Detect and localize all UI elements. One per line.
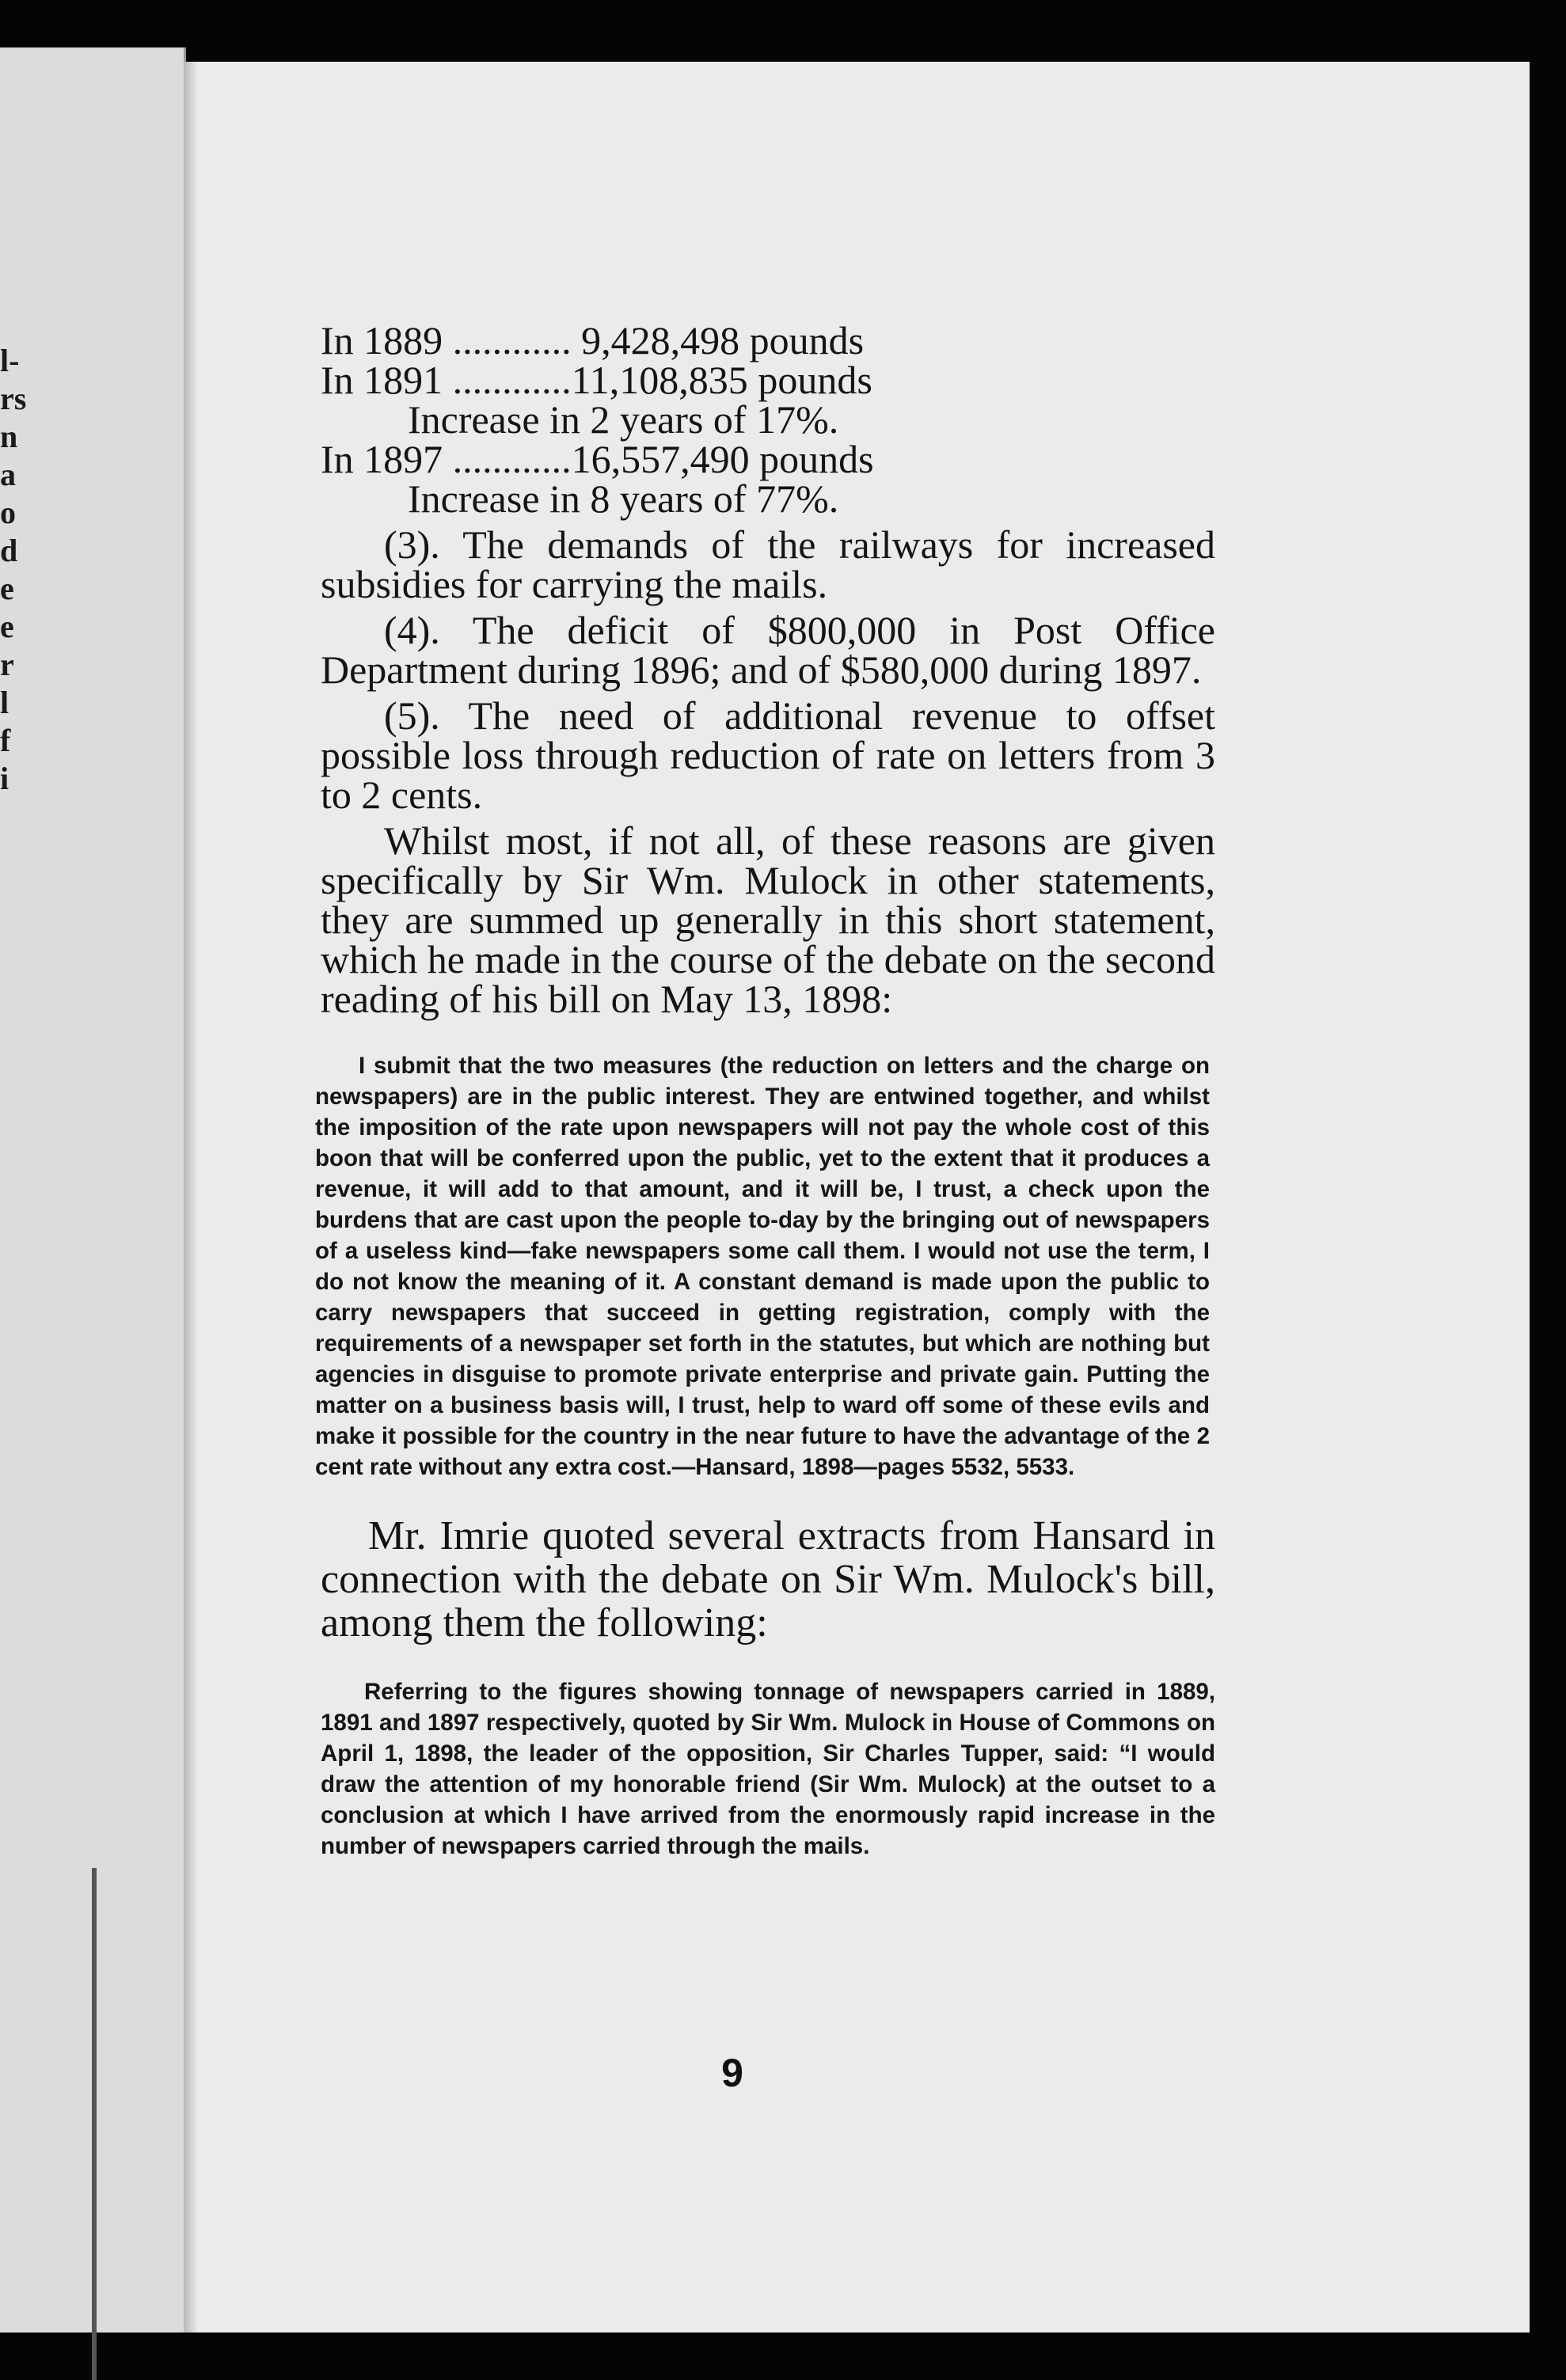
quote-mulock: I submit that the two measures (the reduction on letters and the charge on newspapers) are in the public interest. They are entwined together, and whilst the imposition of the rate upon newspapers will not pay the whole cost of this boon that will be conferred upon the public, yet to the extent that it produces a revenue, it will add to that amount, and it will be, I trust, a check upon the burdens that are cast upon the people to-day by the bringing out of newspapers of a useless kind—fake newspapers some call them. I would not use the term, I do not know the meaning of it. A constant demand is made upon the public to carry newspapers that succeed in getting registration, comply with the requirements of a newspaper set forth in the statutes, but which are nothing but agencies in disguise to promote private enterprise and private gain. Putting the matter on a business basis will, I trust, help to ward off some of these evils and make it possible for the country in the near future to have the advantage of the 2 cent rate without any extra cost.—Hansard, 1898—pages 5532, 5533.	[315, 1053, 1210, 1480]
fragment: n	[0, 419, 18, 454]
page-content	[315, 318, 1215, 1862]
paragraph-reason-5: (5). The need of additional revenue to offset possible loss through reduction of rate on letters from 3 to 2 cents.	[321, 693, 1215, 817]
fragment: e	[0, 609, 14, 644]
paragraph-reason-4: (4). The deficit of $800,000 in Post Office Department during 1896; and of $580,000 during 1897.	[321, 608, 1215, 692]
tonnage-unit: pounds	[759, 437, 874, 481]
fragment: l	[0, 685, 10, 720]
tonnage-row	[321, 439, 1215, 479]
page-number: 9	[721, 2051, 743, 2095]
fragment: f	[0, 723, 11, 758]
leader-dots: ............	[443, 318, 582, 363]
tonnage-value: 16,557,490	[571, 437, 750, 481]
fragment: rs	[0, 381, 27, 416]
quote-tupper: Referring to the figures showing tonnage of newspapers carried in 1889, 1891 and 1897 respectively, quoted by Sir Wm. Mulock in House of Commons on April 1, 1898, the leader of the opposition, Sir Charles Tupper, said: “I would draw the attention of my honorable friend (Sir Wm. Mulock) at the outset to a conclusion at which I have arrived from the enormously rapid increase in the number of newspapers carried through the mails.	[321, 1679, 1215, 1859]
tonnage-row	[321, 360, 1215, 400]
spine-line	[92, 1868, 97, 2380]
tonnage-table	[321, 318, 1215, 521]
tonnage-value: 11,108,835	[571, 358, 748, 402]
tonnage-year: In 1891	[321, 358, 443, 402]
leader-dots: ............	[443, 437, 572, 481]
facing-page-text-fragments	[0, 342, 32, 798]
increase-note: Increase in 8 years of 77%.	[408, 476, 839, 521]
tonnage-value: 9,428,498	[581, 318, 740, 363]
fragment: e	[0, 571, 14, 606]
fragment: o	[0, 495, 16, 530]
leader-dots: ............	[443, 358, 572, 402]
tonnage-unit: pounds	[749, 318, 865, 363]
paragraph-whilst: Whilst most, if not all, of these reasons are given specifically by Sir Wm. Mulock in other statements, they are summed up generally in this short statement, which he made in the course of the debate on the second reading of his bill on May 13, 1898:	[321, 818, 1215, 1021]
tonnage-year: In 1889	[321, 318, 443, 363]
fragment: r	[0, 647, 14, 682]
fragment: a	[0, 457, 16, 492]
fragment: l-	[0, 343, 20, 378]
facing-page-edge	[0, 47, 186, 2333]
tonnage-row	[321, 318, 1215, 363]
page-gutter-shadow	[184, 62, 198, 2333]
fragment: i	[0, 761, 10, 796]
paragraph-imrie: Mr. Imrie quoted several extracts from Hansard in connection with the debate on Sir Wm. Mulock's bill, among them the following:	[321, 1513, 1215, 1646]
tonnage-year: In 1897	[321, 437, 443, 481]
paragraph-reason-3: (3). The demands of the railways for increased subsidies for carrying the mails.	[321, 522, 1215, 606]
tonnage-unit: pounds	[758, 358, 872, 402]
increase-note: Increase in 2 years of 17%.	[408, 397, 839, 442]
fragment: d	[0, 533, 18, 568]
